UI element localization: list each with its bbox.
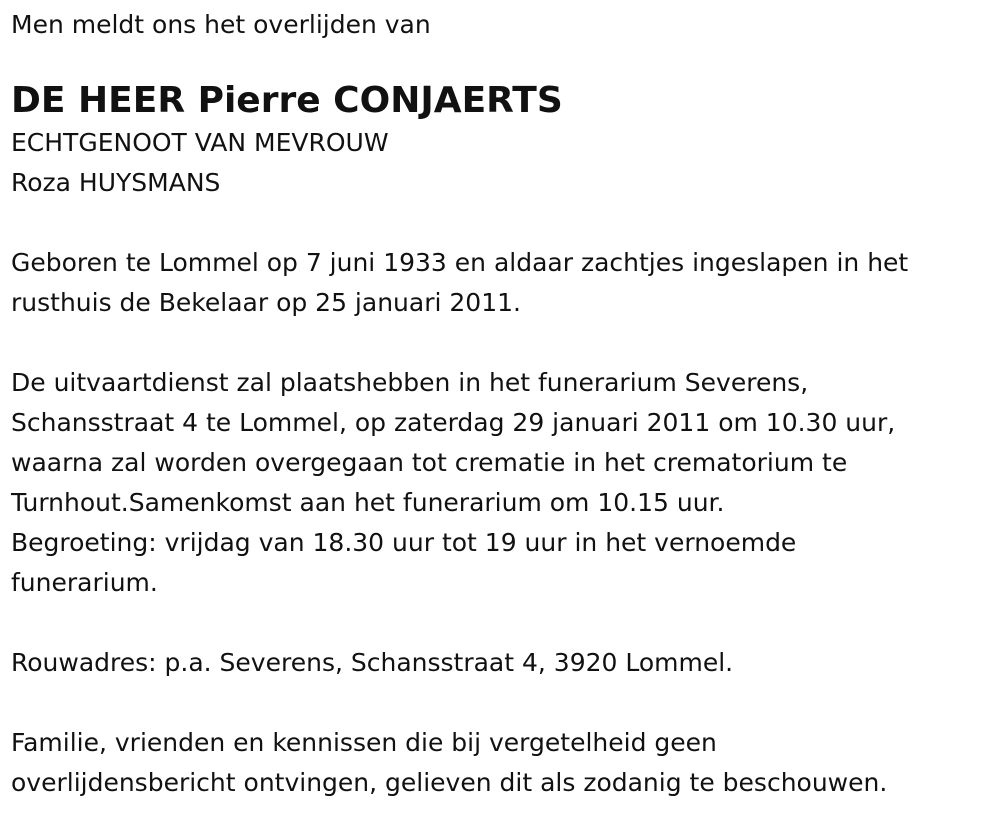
service-line-2: Schansstraat 4 te Lommel, op zaterdag 29 januari 2011 om 10.30 uur,	[11, 408, 896, 437]
closing-line-2: overlijdensbericht ontvingen, gelieven dit als zodanig te beschouwen.	[11, 768, 888, 797]
intro-text: Men meldt ons het overlijden van	[11, 10, 431, 39]
service-paragraph	[11, 363, 1000, 603]
spouse-line-1: ECHTGENOOT VAN MEVROUW	[11, 128, 389, 157]
service-line-5: Begroeting: vrijdag van 18.30 uur tot 19 uur in het vernoemde	[11, 528, 797, 557]
service-line-6: funerarium.	[11, 568, 158, 597]
service-line-4: Turnhout.Samenkomst aan het funerarium om 10.15 uur.	[11, 488, 725, 517]
birth-line-2: rusthuis de Bekelaar op 25 januari 2011.	[11, 288, 521, 317]
spacer	[11, 323, 1000, 363]
deceased-name: DE HEER Pierre CONJAERTS	[11, 80, 563, 121]
birth-paragraph	[11, 243, 1000, 323]
spacer	[11, 203, 1000, 243]
spouse-line-2: Roza HUYSMANS	[11, 168, 221, 197]
service-line-1: De uitvaartdienst zal plaatshebben in het funerarium Severens,	[11, 368, 809, 397]
birth-line-1: Geboren te Lommel op 7 juni 1933 en aldaar zachtjes ingeslapen in het	[11, 248, 909, 277]
address-line: Rouwadres: p.a. Severens, Schansstraat 4, 3920 Lommel.	[11, 648, 734, 677]
service-line-3: waarna zal worden overgegaan tot crematie in het crematorium te	[11, 448, 848, 477]
closing-paragraph	[11, 723, 1000, 803]
closing-line-1: Familie, vrienden en kennissen die bij vergetelheid geen	[11, 728, 717, 757]
spacer	[11, 683, 1000, 723]
spacer	[11, 603, 1000, 643]
